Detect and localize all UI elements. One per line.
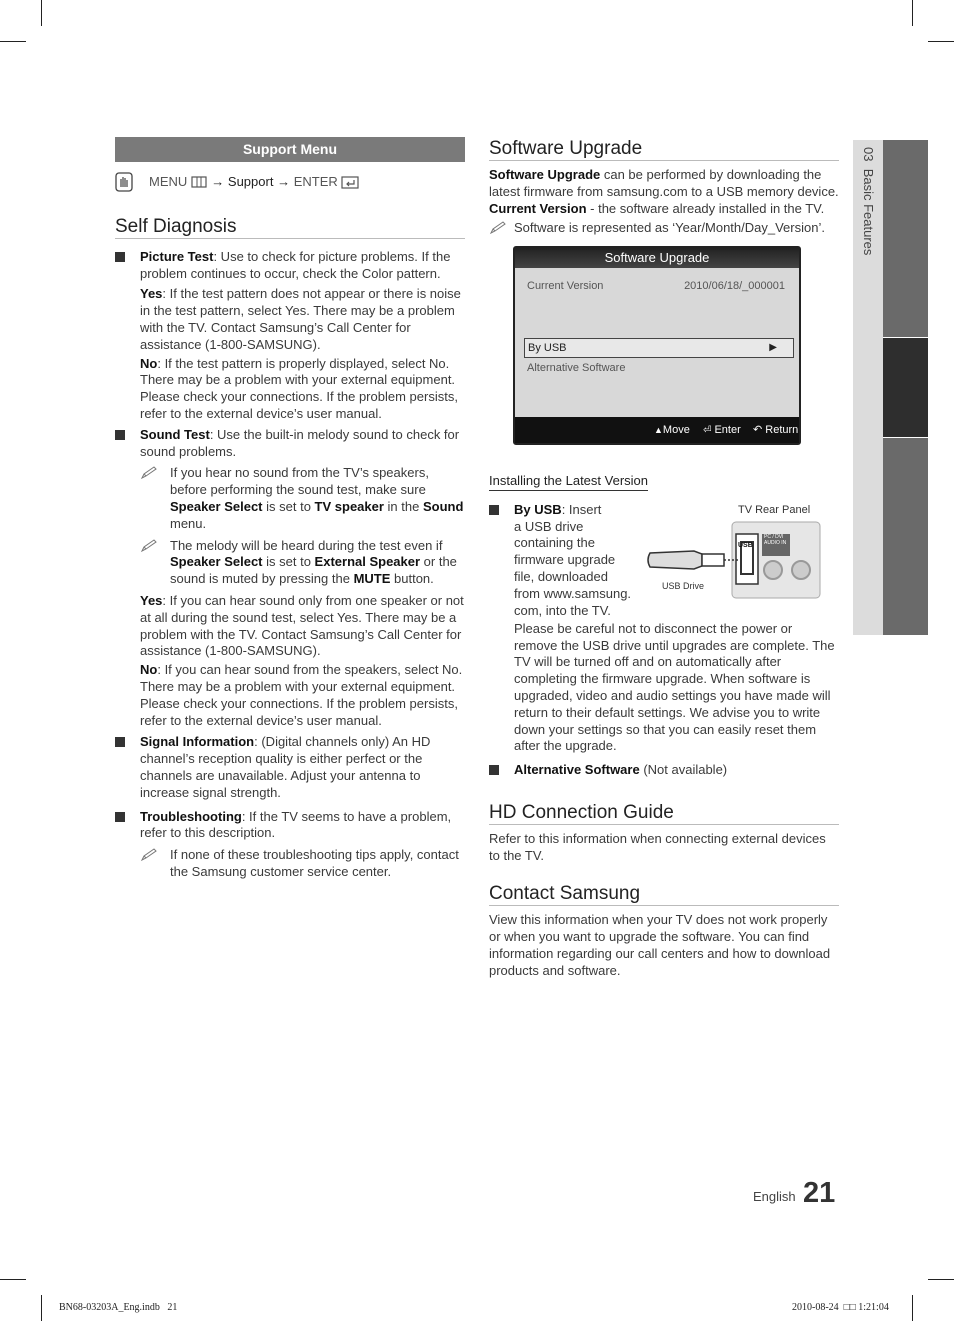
support-menu-bar: Support Menu: [115, 137, 465, 162]
crop-mark: [0, 41, 26, 42]
chapter-tab-block: [883, 140, 928, 337]
crop-mark: [928, 41, 954, 42]
osd-enter-hint: ⏎ Enter: [703, 423, 741, 436]
installing-heading: Installing the Latest Version: [489, 473, 648, 491]
osd-title: Software Upgrade: [515, 248, 799, 268]
note-pencil-icon: [140, 539, 158, 553]
left-column: [115, 137, 465, 881]
crop-mark: [0, 1279, 26, 1280]
right-column: [489, 138, 839, 979]
osd-move-hint: ▲Move: [654, 423, 690, 436]
osd-footer: [515, 417, 799, 443]
picture-test-yes: Yes: If the test pattern does not appear or there is noise in the test pattern, select Yes. There may be a problem with the TV. Contact Samsung’s Call Center for assistance (1-800-SAMSUNG).: [140, 286, 461, 352]
note-pencil-icon: [140, 848, 158, 862]
crop-mark: [41, 1295, 42, 1321]
crop-mark: [41, 0, 42, 26]
file-name: BN68-03203A_Eng.indb 21: [59, 1302, 178, 1313]
tv-rear-panel-label: TV Rear Panel: [738, 503, 811, 516]
contact-samsung-heading: Contact Samsung: [489, 886, 839, 906]
osd-by-usb-option[interactable]: By USB ▶: [524, 338, 794, 358]
bullet-square: [115, 252, 125, 262]
software-upgrade-osd: [513, 246, 801, 445]
by-usb-instructions: Please be careful not to disconnect the power or remove the USB drive until upgrades are complete. The TV will be turned off and on automatically after completing the firmware upgrade. When software is upgraded, video and audio settings you have made will return to their default settings. We advise you to write down your settings so that you can easily reset them after the upgrade.: [514, 620, 835, 754]
hand-icon: [115, 172, 133, 192]
sound-test-note-2: The melody will be heard during the test even if Speaker Select is set to External Speaker or the sound is muted by pressing the MUTE button.: [115, 538, 465, 588]
contact-samsung-text: View this information when your TV does not work properly or when you want to upgrade the software. You can find information regarding our call centers and how to download products and software.: [489, 912, 831, 978]
crop-mark: [912, 0, 913, 26]
alternative-software-item: Alternative Software (Not available): [489, 762, 839, 779]
picture-test-no: No: If the test pattern is properly displayed, select No. There may be a problem with your external equipment. Please check your connections. If the problem persists, refer to the external device’s user manual.: [140, 355, 458, 421]
footer-language: English: [753, 1189, 796, 1204]
osd-alternative-option[interactable]: Alternative Software: [527, 361, 626, 374]
current-version-desc: Current Version - the software already installed in the TV.: [489, 201, 825, 217]
up-down-arrow-icon: ▲: [654, 424, 663, 435]
sound-test-no: No: If you can hear sound from the speakers, select No. There may be a problem with your external equipment. Please check your connections. If the problem persists, refer to the external device’s user manual.: [140, 662, 463, 728]
chapter-tab-block: [883, 438, 928, 635]
menu-path: MENU → Support → ENTER: [115, 172, 465, 192]
signal-information-item: Signal Information: (Digital channels only) An HD channel’s reception quality is either perfect or the channels are unavailable. Adjust your antenna to increase signal strength.: [115, 734, 465, 801]
version-format-note: Software is represented as ‘Year/Month/Day_Version’.: [489, 220, 839, 237]
chapter-tab-label: 03 Basic Features: [860, 147, 876, 256]
menu-icon: [191, 176, 207, 188]
print-timestamp: 2010-08-24 □□ 1:21:04: [792, 1302, 889, 1313]
hd-connection-text: Refer to this information when connecting external devices to the TV.: [489, 830, 826, 863]
chapter-tab-active: [883, 338, 928, 437]
sound-test-item: Sound Test: Use the built-in melody sound to check for sound problems.: [115, 427, 465, 461]
note-pencil-icon: [489, 221, 507, 235]
troubleshooting-note: If none of these troubleshooting tips apply, contact the Samsung customer service center.: [115, 847, 465, 881]
crop-mark: [928, 1279, 954, 1280]
osd-return-hint: ↶ Return: [753, 423, 799, 436]
bullet-square: [115, 812, 125, 822]
sound-test-yes: Yes: If you can hear sound only from one speaker or not at all during the sound test, select Yes. There may be a problem with the TV. Contact Samsung’s Call Center for assistance (1-800-SAMSUNG).: [140, 592, 464, 659]
sound-test-note-1: If you hear no sound from the TV’s speakers, before performing the sound test, make sure Speaker Select is set to TV speaker in the Sound menu.: [115, 465, 465, 532]
troubleshooting-item: Troubleshooting: If the TV seems to have a problem, refer to this description.: [115, 809, 465, 843]
software-upgrade-intro: Software Upgrade can be performed by downloading the latest firmware from samsung.com to a USB memory device.: [489, 166, 839, 199]
software-upgrade-heading: Software Upgrade: [489, 141, 839, 161]
by-usb-item: By USB: Insert a USB drive containing the firmware upgrade file, downloaded from www.samsung. com, into the TV. TV Rear Panel USB PC / DVI AUDIO IN USB Drive: [489, 502, 839, 622]
usb-drive-label: USB Drive: [662, 580, 705, 591]
osd-current-version-value: 2010/06/18/_000001: [684, 279, 785, 292]
osd-current-version-label: Current Version: [527, 279, 604, 292]
crop-mark: [912, 1295, 913, 1321]
page-number: 21: [803, 1177, 836, 1209]
bullet-square: [115, 737, 125, 747]
pc-audio-port-label: PC / DVI AUDIO IN: [764, 533, 787, 546]
bullet-square: [115, 430, 125, 440]
bullet-square: [489, 765, 499, 775]
enter-icon: [341, 176, 359, 189]
usb-port-label: USB: [738, 541, 753, 549]
note-pencil-icon: [140, 466, 158, 480]
play-arrow-icon: ▶: [769, 341, 777, 353]
self-diagnosis-heading: Self Diagnosis: [115, 219, 465, 239]
hd-connection-heading: HD Connection Guide: [489, 805, 839, 825]
picture-test-item: Picture Test: Use to check for picture problems. If the problem continues to occur, check the Color pattern.: [115, 249, 465, 283]
return-icon: ↶: [753, 423, 763, 436]
enter-icon: ⏎: [703, 424, 712, 436]
bullet-square: [489, 505, 499, 515]
